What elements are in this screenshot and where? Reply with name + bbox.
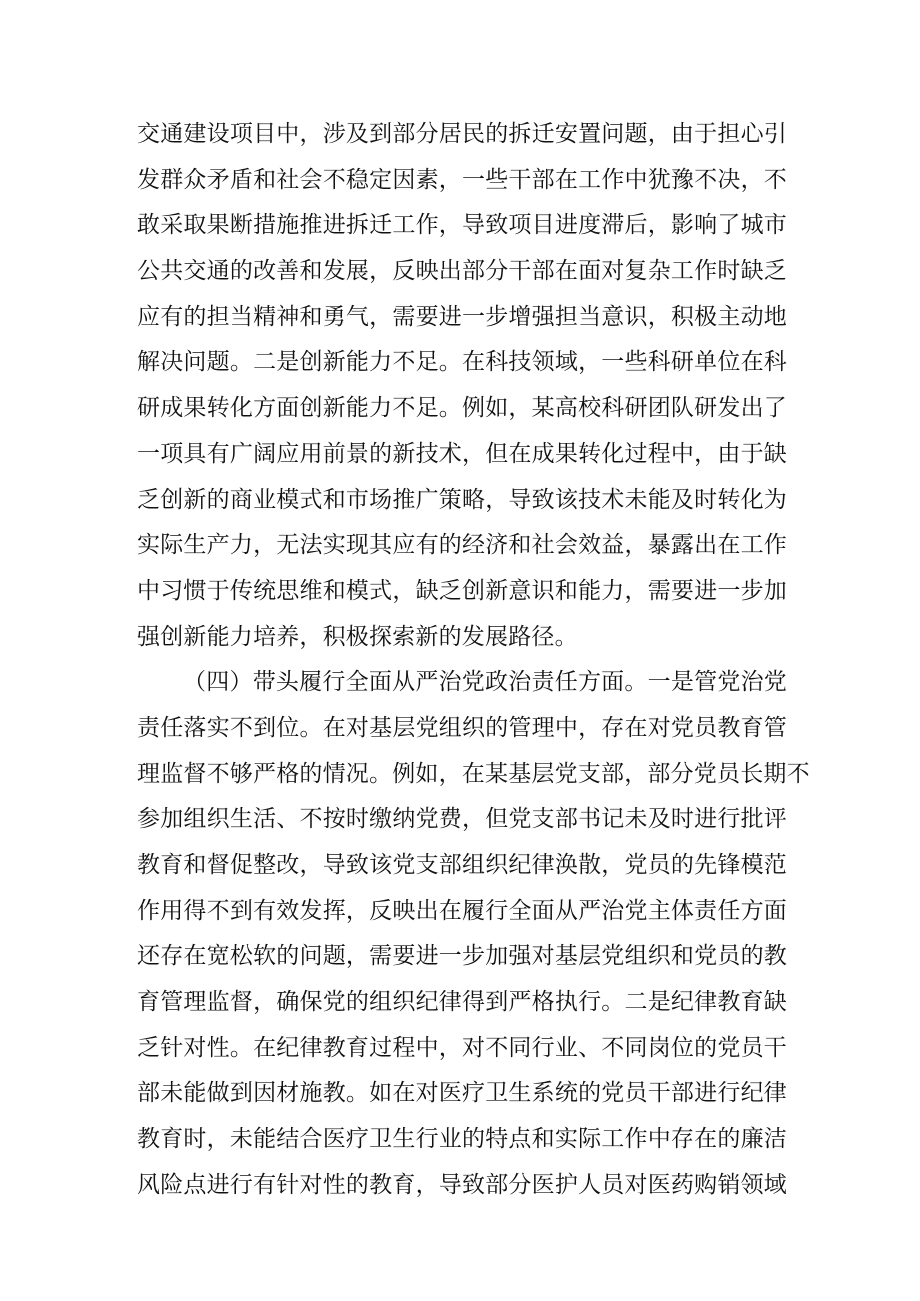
text-line: 敢采取果断措施推进拆迁工作，导致项目进度滞后，影响了城市 — [137, 212, 787, 239]
text-line: 教育和督促整改，导致该党支部组织纪律涣散，党员的先锋模范 — [137, 852, 787, 878]
text-line: 乏针对性。在纪律教育过程中，对不同行业、不同岗位的党员干 — [137, 1034, 787, 1061]
text-line: 责任落实不到位。在对基层党组织的管理中，存在对党员教育管 — [137, 714, 787, 741]
text-line: 公共交通的改善和发展，反映出部分干部在面对复杂工作时缺乏 — [137, 258, 787, 285]
body-text — [137, 112, 810, 1209]
text-line: 中习惯于传统思维和模式，缺乏创新意识和能力，需要进一步加 — [137, 577, 787, 604]
text-line: 发群众矛盾和社会不稳定因素，一些干部在工作中犹豫不决，不 — [137, 166, 787, 193]
text-line: 作用得不到有效发挥，反映出在履行全面从严治党主体责任方面 — [137, 897, 787, 924]
text-line: 理监督不够严格的情况。例如，在某基层党支部，部分党员长期不 — [137, 760, 810, 787]
text-line: 解决问题。二是创新能力不足。在科技领域，一些科研单位在科 — [137, 349, 787, 376]
text-line: 研成果转化方面创新能力不足。例如，某高校科研团队研发出了 — [137, 395, 787, 422]
text-line: 育管理监督，确保党的组织纪律得到严格执行。二是纪律教育缺 — [137, 989, 787, 1016]
text-line: 应有的担当精神和勇气，需要进一步增强担当意识，积极主动地 — [137, 303, 787, 330]
section-heading-line: （四）带头履行全面从严治党政治责任方面。一是管党治党 — [183, 669, 787, 696]
text-line: 一项具有广阔应用前景的新技术，但在成果转化过程中，由于缺 — [137, 440, 787, 467]
text-line: 实际生产力，无法实现其应有的经济和社会效益，暴露出在工作 — [137, 532, 787, 559]
text-line: 还存在宽松软的问题，需要进一步加强对基层党组织和党员的教 — [137, 943, 787, 970]
text-line: 部未能做到因材施教。如在对医疗卫生系统的党员干部进行纪律 — [137, 1080, 787, 1107]
text-line: 教育时，未能结合医疗卫生行业的特点和实际工作中存在的廉洁 — [137, 1126, 787, 1153]
text-line: 强创新能力培养，积极探索新的发展路径。 — [137, 623, 578, 650]
text-line: 风险点进行有针对性的教育，导致部分医护人员对医药购销领域 — [137, 1171, 787, 1198]
text-line: 乏创新的商业模式和市场推广策略，导致该技术未能及时转化为 — [137, 486, 787, 513]
text-line: 交通建设项目中，涉及到部分居民的拆迁安置问题，由于担心引 — [137, 121, 787, 147]
text-line: 参加组织生活、不按时缴纳党费，但党支部书记未及时进行批评 — [137, 806, 787, 833]
